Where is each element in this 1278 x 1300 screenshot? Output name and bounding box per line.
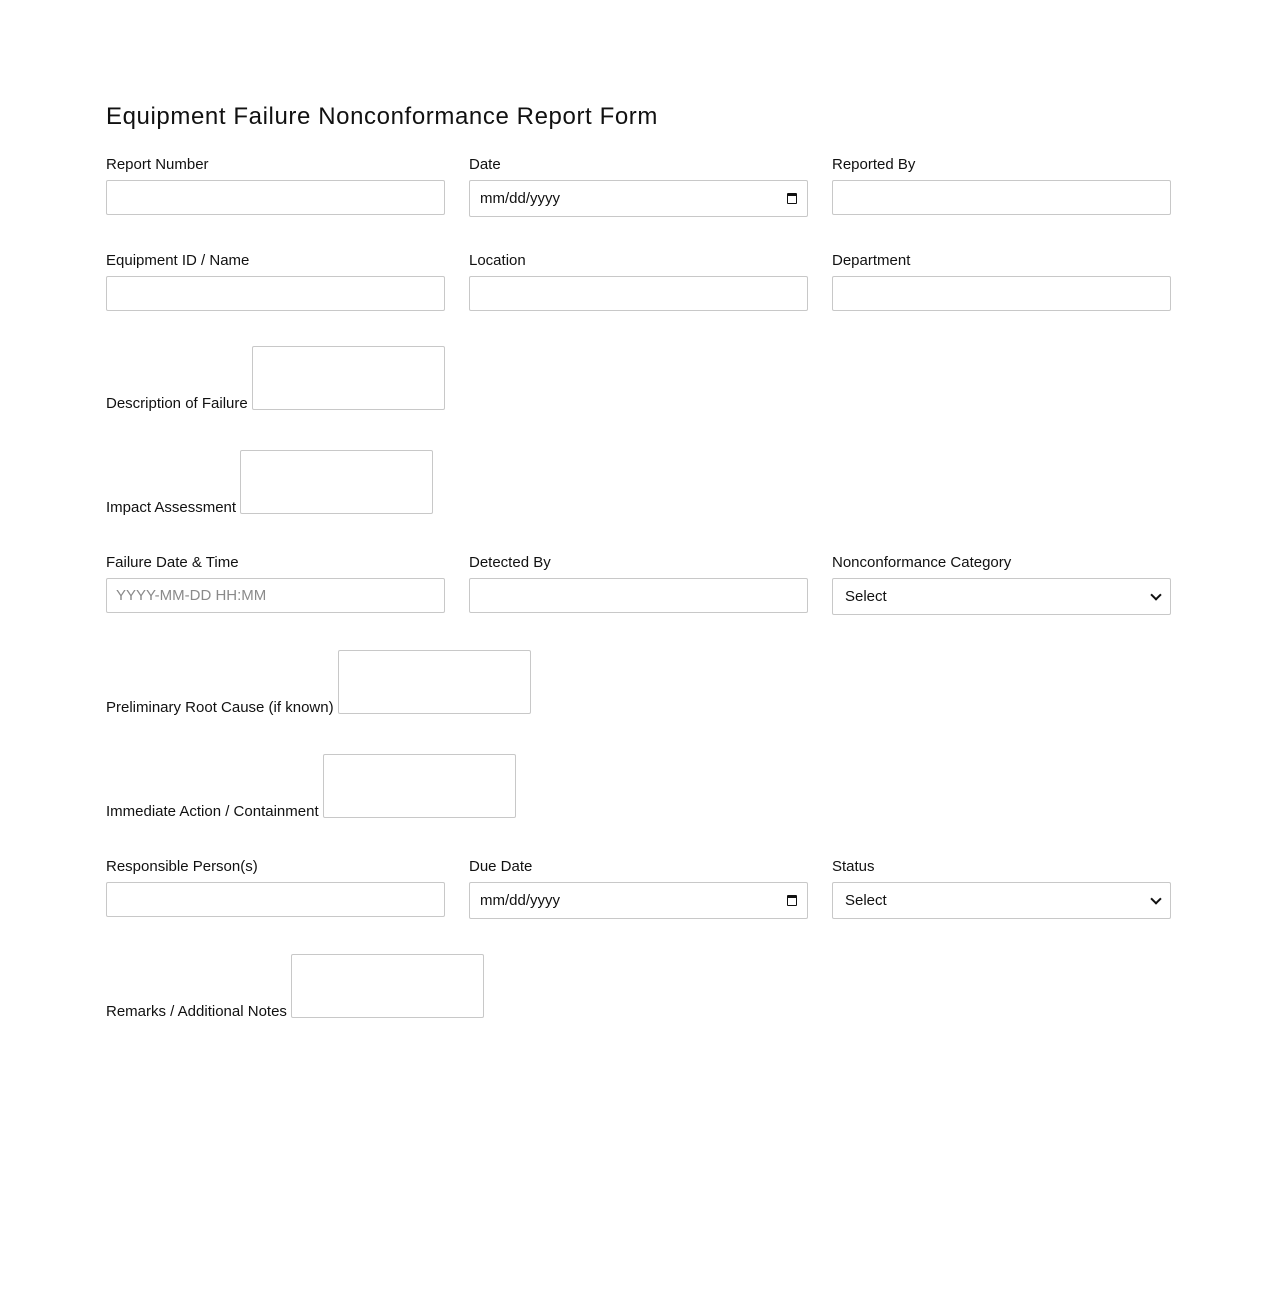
- report-number-input[interactable]: [106, 180, 445, 215]
- immediate-action-field: [106, 754, 516, 818]
- equipment-label: Equipment ID / Name: [106, 252, 250, 269]
- equipment-field: [106, 252, 445, 311]
- reported-by-field: [832, 156, 1171, 217]
- description-label: Description of Failure: [106, 395, 248, 412]
- status-select[interactable]: [832, 882, 1171, 919]
- location-input[interactable]: [469, 276, 808, 311]
- status-label: Status: [832, 858, 875, 875]
- category-select[interactable]: [832, 578, 1171, 615]
- status-selected: Select: [845, 892, 887, 909]
- responsible-field: [106, 858, 445, 919]
- detected-by-input[interactable]: [469, 578, 808, 613]
- chevron-down-icon: [1150, 589, 1161, 600]
- due-date-field: [469, 858, 808, 919]
- reported-by-input[interactable]: [832, 180, 1171, 215]
- impact-label: Impact Assessment: [106, 499, 237, 516]
- root-cause-field: [106, 650, 531, 714]
- root-cause-textarea[interactable]: [338, 650, 531, 714]
- status-field: [832, 858, 1171, 919]
- immediate-action-label: Immediate Action / Containment: [106, 803, 319, 820]
- impact-field: [106, 450, 433, 514]
- date-label: Date: [469, 156, 501, 173]
- form-row-2: [106, 252, 1172, 311]
- calendar-icon[interactable]: [787, 895, 797, 906]
- category-label: Nonconformance Category: [832, 554, 1012, 571]
- location-field: [469, 252, 808, 311]
- page-title: Equipment Failure Nonconformance Report Form: [106, 103, 658, 130]
- due-date-input-text: mm/dd/yyyy: [480, 892, 561, 909]
- due-date-input[interactable]: [469, 882, 808, 919]
- failure-datetime-input[interactable]: [106, 578, 445, 613]
- detected-by-label: Detected By: [469, 554, 551, 571]
- reported-by-label: Reported By: [832, 156, 916, 173]
- department-input[interactable]: [832, 276, 1171, 311]
- description-textarea[interactable]: [252, 346, 445, 410]
- responsible-label: Responsible Person(s): [106, 858, 258, 875]
- failure-datetime-field: [106, 554, 445, 615]
- date-field: [469, 156, 808, 217]
- responsible-input[interactable]: [106, 882, 445, 917]
- failure-datetime-label: Failure Date & Time: [106, 554, 239, 571]
- date-input[interactable]: [469, 180, 808, 217]
- root-cause-label: Preliminary Root Cause (if known): [106, 699, 334, 716]
- date-input-text: mm/dd/yyyy: [480, 190, 561, 207]
- chevron-down-icon: [1150, 893, 1161, 904]
- form-row-4: [106, 858, 1172, 919]
- remarks-textarea[interactable]: [291, 954, 484, 1018]
- description-field: [106, 346, 445, 410]
- form-row-3: [106, 554, 1172, 615]
- equipment-input[interactable]: [106, 276, 445, 311]
- form-row-1: [106, 156, 1172, 217]
- immediate-action-textarea[interactable]: [323, 754, 516, 818]
- remarks-label: Remarks / Additional Notes: [106, 1003, 287, 1020]
- due-date-label: Due Date: [469, 858, 533, 875]
- report-number-label: Report Number: [106, 156, 209, 173]
- calendar-icon[interactable]: [787, 193, 797, 204]
- location-label: Location: [469, 252, 526, 269]
- department-label: Department: [832, 252, 911, 269]
- report-number-field: [106, 156, 445, 217]
- department-field: [832, 252, 1171, 311]
- detected-by-field: [469, 554, 808, 615]
- category-selected: Select: [845, 588, 887, 605]
- remarks-field: [106, 954, 484, 1018]
- category-field: [832, 554, 1171, 615]
- impact-textarea[interactable]: [240, 450, 433, 514]
